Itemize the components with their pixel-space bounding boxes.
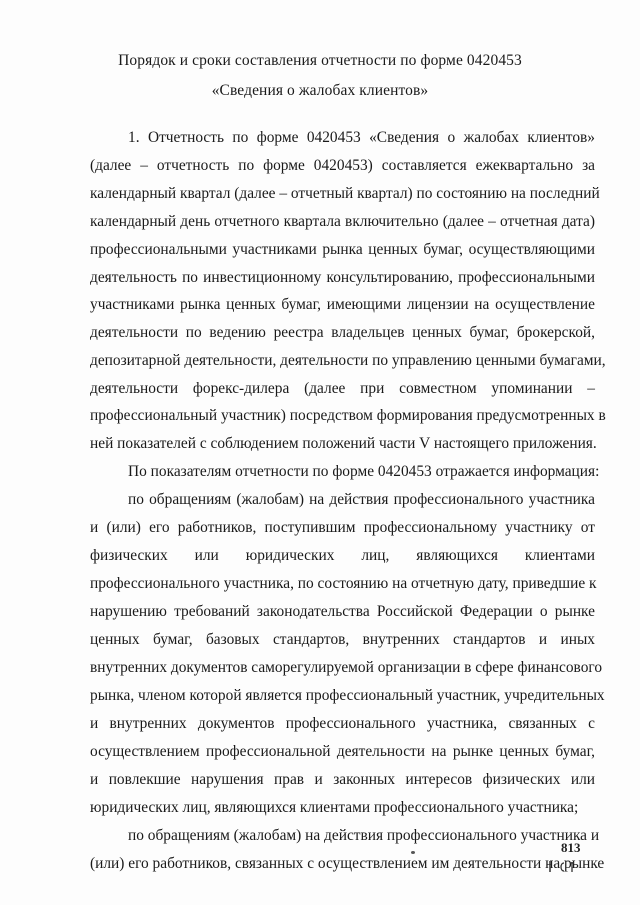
body-line: 1. Отчетность по форме 0420453 «Сведения о жалобах клиентов» xyxy=(128,129,595,146)
body-line: ней показателей с соблюдением положений части V настоящего приложения. xyxy=(90,435,597,452)
body-line: (далее – отчетность по форме 0420453) составляется ежеквартально за xyxy=(90,157,595,174)
body-line: внутренних документов саморегулируемой организации в сфере финансового xyxy=(90,659,603,676)
body-line: ценных бумаг, базовых стандартов, внутренних стандартов и иных xyxy=(90,631,595,648)
body-line: участниками рынка ценных бумаг, имеющими лицензии на осуществление xyxy=(90,296,595,313)
body-line: календарный квартал (далее – отчетный квартал) по состоянию на последний xyxy=(90,185,600,202)
body-line: деятельности по ведению реестра владельцев ценных бумаг, брокерской, xyxy=(90,324,595,341)
body-line: нарушению требований законодательства Российской Федерации о рынке xyxy=(90,603,595,620)
body-line: юридических лиц, являющихся клиентами профессионального участника; xyxy=(90,799,579,816)
body-line: деятельности форекс-дилера (далее при совместном упоминании – xyxy=(90,380,595,397)
document-title-line-1: Порядок и сроки составления отчетности по форме 0420453 xyxy=(118,52,522,69)
body-line: профессиональными участниками рынка ценных бумаг, осуществляющими xyxy=(90,241,595,258)
body-line: физических или юридических лиц, являющихся клиентами xyxy=(90,547,595,564)
scan-speck xyxy=(411,851,415,854)
scan-stamp-mark xyxy=(548,857,588,875)
body-line: (или) его работников, связанных с осуществлением им деятельности на рынке xyxy=(90,855,605,872)
body-line: и повлекшие нарушения прав и законных интересов физических или xyxy=(90,771,595,788)
body-line: и внутренних документов профессионального участника, связанных с xyxy=(90,715,595,732)
body-line: рынка, членом которой является профессиональный участник, учредительных xyxy=(90,687,605,704)
body-line: профессионального участника, по состоянию на отчетную дату, приведшие к xyxy=(90,575,597,592)
body-line: деятельность по инвестиционному консультированию, профессиональными xyxy=(90,269,595,286)
body-line: осуществлением профессиональной деятельности на рынке ценных бумаг, xyxy=(90,743,595,760)
document-title-line-2: «Сведения о жалобах клиентов» xyxy=(211,82,429,99)
body-line: по обращениям (жалобам) на действия профессионального участника xyxy=(128,491,595,508)
page-number: 813 xyxy=(561,840,581,855)
body-line: календарный день отчетного квартала включительно (далее – отчетная дата) xyxy=(90,213,595,230)
body-line: по обращениям (жалобам) на действия профессионального участника и xyxy=(128,827,600,844)
body-line: депозитарной деятельности, деятельности по управлению ценными бумагами, xyxy=(90,352,606,369)
body-line: профессиональный участник) посредством формирования предусмотренных в xyxy=(90,407,606,424)
body-line: и (или) его работников, поступившим профессиональному участнику от xyxy=(90,519,595,536)
body-line: По показателям отчетности по форме 0420453 отражается информация: xyxy=(128,463,600,480)
